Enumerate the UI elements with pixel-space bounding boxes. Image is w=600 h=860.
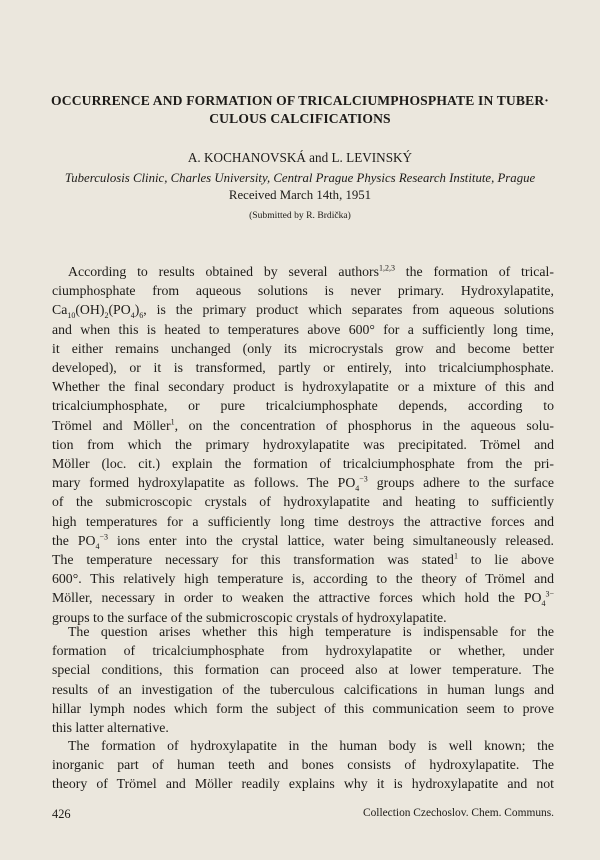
text-line: mary formed hydroxylapatite as follows. The $PO_4^{-3}$ groups adhere to the surface [52,474,554,493]
text-line: tricalciumphosphate, or pure tricalciumphosphate depends, according to [52,398,554,414]
text-line: developed), or it is transformed, partly or entirely, into tricalciumphosphate. [52,360,554,376]
text-line: special conditions, this formation can proceed also at lower temperature. The [52,662,554,678]
text-line: Trömel and Möller$^1$, on the concentration of phosphorus in the aqueous solu- [52,417,554,433]
journal-name: Collection Czechoslov. Chem. Communs. [363,807,554,819]
paragraph-1 [52,262,554,627]
paragraph-2 [52,622,554,737]
text-line: this latter alternative. [52,720,169,736]
text-line: groups to the surface of the submicroscopic crystals of hydroxylapatite. [52,609,447,625]
text-line: Möller, necessary in order to weaken the attractive forces which hold the $PO_4^{3-}$ [52,589,554,609]
text-line: Whether the final secondary product is hydroxylapatite or a mixture of this and [52,379,554,395]
text-line: formation of tricalciumphosphate from hydroxylapatite or whether, under [52,643,554,659]
text-line: it either remains unchanged (only its microcrystals grow and become better [52,340,554,356]
text-line: tion from which the primary hydroxylapatite was precipitated. Trömel and [52,436,554,452]
title-line-1: OCCURRENCE AND FORMATION OF TRICALCIUMPHOSPHATE IN TUBER· [51,93,549,108]
text-line: 600°. This relatively high temperature is, according to the theory of Trömel and [52,571,554,587]
text-line: high temperatures for a sufficiently long time destroys the attractive forces and [52,513,554,529]
page-number: 426 [52,807,71,821]
text-line: and when this is heated to temperatures above 600° for a sufficiently long time, [52,321,554,337]
article-title [30,92,570,128]
text-line: The question arises whether this high temperature is indispensable for the [68,624,554,639]
title-line-2: CULOUS CALCIFICATIONS [209,111,391,126]
text-line: The temperature necessary for this transformation was stated$^1$ to lie above [52,551,555,568]
text-line: results of an investigation of the tuberculous calcifications in human lungs and [52,681,554,697]
text-line: the $PO_4^{-3}$ ions enter into the crystal lattice, water being simultaneously released. [52,532,554,551]
text-line: ciumphosphate from aqueous solutions is never primary. Hydroxylapatite, [52,283,554,299]
authors: A. KOCHANOVSKÁ and L. LEVINSKÝ [187,150,413,165]
paragraph-3 [52,736,554,794]
text-line: theory of Trömel and Möller readily explains why it is hydroxylapatite and not [52,776,554,792]
received-date: Received March 14th, 1951 [228,188,372,202]
text-line: hillar lymph nodes which form the subject of this communication seem to prove [52,700,554,716]
text-line: Möller (loc. cit.) explain the formation of tricalciumphosphate from the pri- [52,456,554,472]
text-line: The formation of hydroxylapatite in the human body is well known; the [68,738,554,753]
affiliation: Tuberculosis Clinic, Charles University, Central Prague Physics Research Institute, Prague [64,171,536,185]
text-line: According to results obtained by several authors$^{1,2,3}$ the formation of trical- [68,263,554,279]
text-line: $Ca_{10}(OH)_2(PO_4)_6$, is the primary product which separates from aqueous solutions [52,302,554,321]
text-line: of the submicroscopic crystals of hydroxylapatite and heating to sufficiently [52,494,554,510]
text-line: inorganic part of human teeth and bones consists of hydroxylapatite. The [52,757,554,773]
submitted-by: (Submitted by R. Brdička) [249,210,351,221]
